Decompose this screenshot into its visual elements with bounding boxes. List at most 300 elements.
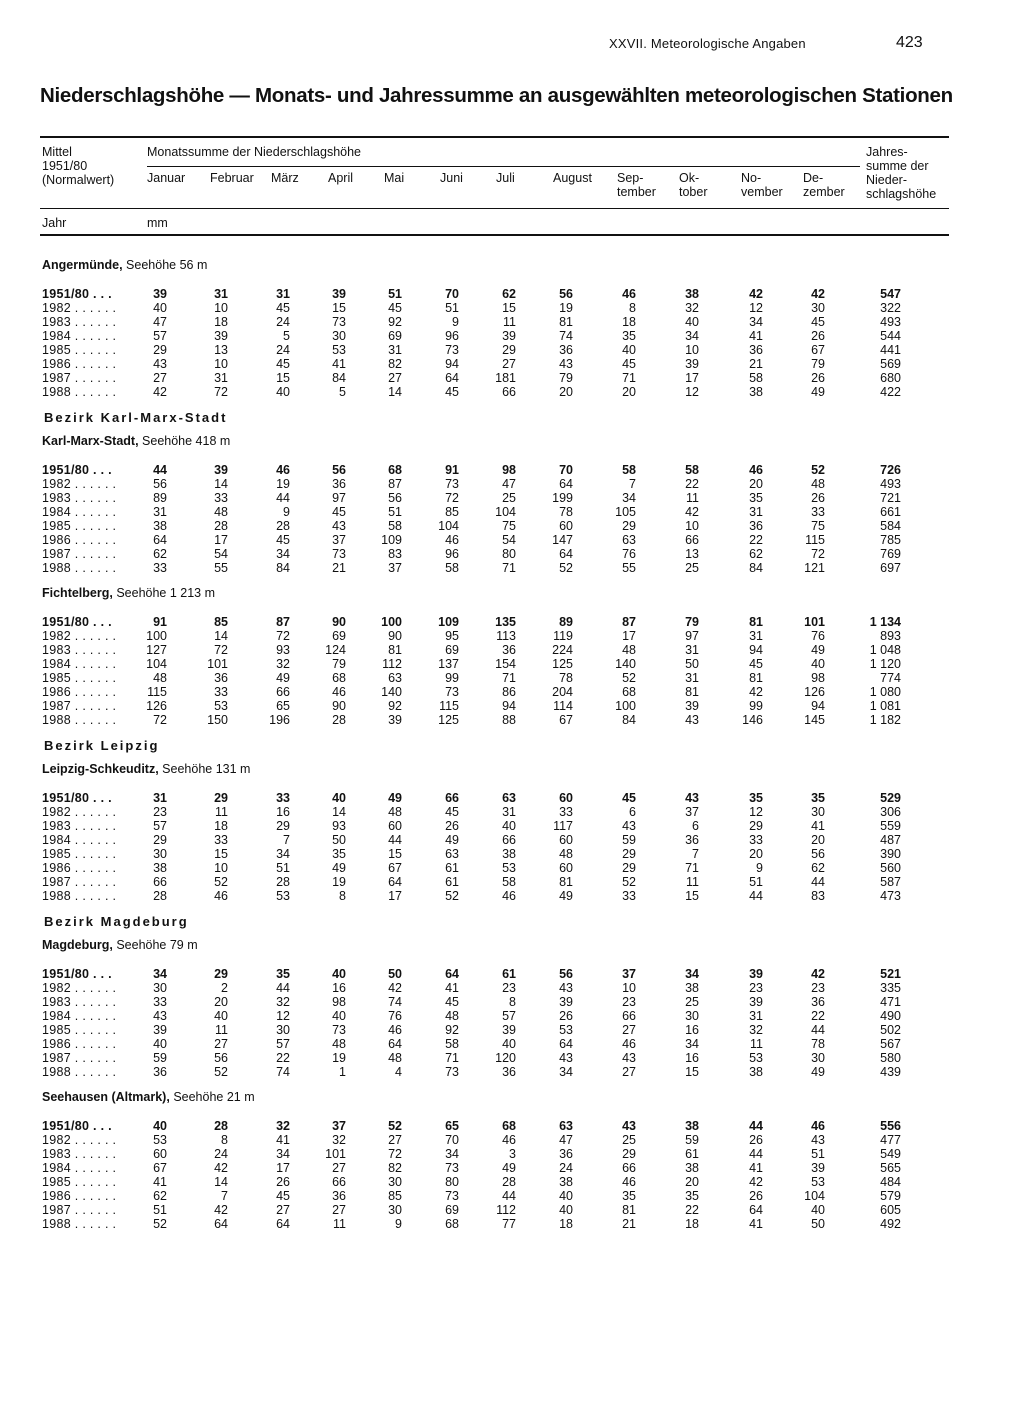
- month-value-cell: 84: [332, 371, 346, 385]
- year-cell: 1986 . . . . . .: [42, 357, 117, 371]
- month-value-cell: 64: [749, 1203, 763, 1217]
- month-value-cell: 61: [685, 1147, 699, 1161]
- month-value-cell: 66: [622, 1161, 636, 1175]
- table-row: [0, 1175, 1024, 1189]
- month-value-cell: 79: [685, 615, 699, 629]
- month-value-cell: 36: [502, 1065, 516, 1079]
- month-value-cell: 126: [804, 685, 825, 699]
- month-value-cell: 32: [276, 657, 290, 671]
- table-row: [0, 519, 1024, 533]
- month-value-cell: 14: [214, 629, 228, 643]
- table-row: [0, 1119, 1024, 1133]
- month-value-cell: 40: [685, 315, 699, 329]
- month-value-cell: 33: [214, 833, 228, 847]
- month-value-cell: 125: [438, 713, 459, 727]
- month-value-cell: 93: [332, 819, 346, 833]
- month-value-cell: 28: [276, 875, 290, 889]
- month-value-cell: 47: [559, 1133, 573, 1147]
- month-value-cell: 49: [811, 643, 825, 657]
- month-value-cell: 4: [395, 1065, 402, 1079]
- month-value-cell: 40: [622, 343, 636, 357]
- month-value-cell: 100: [381, 615, 402, 629]
- table-row: [0, 1203, 1024, 1217]
- table-row: [0, 357, 1024, 371]
- month-value-cell: 20: [811, 833, 825, 847]
- month-value-cell: 46: [622, 1037, 636, 1051]
- year-cell: 1985 . . . . . .: [42, 847, 117, 861]
- month-value-cell: 46: [445, 533, 459, 547]
- month-value-cell: 23: [811, 981, 825, 995]
- month-value-cell: 61: [502, 967, 516, 981]
- month-value-cell: 26: [749, 1189, 763, 1203]
- month-value-cell: 48: [811, 477, 825, 491]
- month-value-cell: 62: [811, 861, 825, 875]
- annual-sum-cell: 587: [880, 875, 901, 889]
- month-value-cell: 46: [388, 1023, 402, 1037]
- month-value-cell: 8: [629, 301, 636, 315]
- month-value-cell: 38: [685, 1161, 699, 1175]
- month-header: März: [271, 171, 299, 185]
- month-value-cell: 33: [214, 491, 228, 505]
- month-value-cell: 29: [153, 833, 167, 847]
- month-value-cell: 14: [388, 385, 402, 399]
- annual-sum-cell: 697: [880, 561, 901, 575]
- annual-sum-cell: 484: [880, 1175, 901, 1189]
- month-value-cell: 42: [811, 287, 825, 301]
- month-value-cell: 28: [332, 713, 346, 727]
- month-value-cell: 9: [756, 861, 763, 875]
- month-value-cell: 117: [553, 819, 573, 833]
- month-value-cell: 39: [685, 699, 699, 713]
- month-value-cell: 27: [622, 1023, 636, 1037]
- month-value-cell: 57: [153, 329, 167, 343]
- bezirk-heading: Bezirk Karl-Marx-Stadt: [44, 410, 228, 425]
- month-value-cell: 59: [685, 1133, 699, 1147]
- month-value-cell: 33: [153, 995, 167, 1009]
- month-value-cell: 67: [559, 713, 573, 727]
- month-value-cell: 58: [445, 561, 459, 575]
- month-value-cell: 23: [153, 805, 167, 819]
- month-value-cell: 67: [388, 861, 402, 875]
- station-heading: [0, 583, 1024, 605]
- month-value-cell: 39: [153, 1023, 167, 1037]
- month-value-cell: 63: [559, 1119, 573, 1133]
- month-value-cell: 19: [559, 301, 573, 315]
- month-value-cell: 69: [445, 1203, 459, 1217]
- month-value-cell: 50: [685, 657, 699, 671]
- month-value-cell: 81: [749, 671, 763, 685]
- annual-sum-cell: 1 134: [869, 615, 901, 629]
- station-name: Seehausen (Altmark),: [42, 1090, 170, 1104]
- month-value-cell: 41: [749, 1217, 763, 1231]
- year-cell: 1983 . . . . . .: [42, 995, 117, 1009]
- month-value-cell: 27: [332, 1203, 346, 1217]
- month-value-cell: 39: [749, 995, 763, 1009]
- month-value-cell: 14: [214, 477, 228, 491]
- month-value-cell: 60: [153, 1147, 167, 1161]
- month-value-cell: 66: [685, 533, 699, 547]
- month-value-cell: 56: [332, 463, 346, 477]
- month-value-cell: 26: [811, 491, 825, 505]
- month-value-cell: 37: [622, 967, 636, 981]
- year-cell: 1983 . . . . . .: [42, 643, 117, 657]
- spacer: [0, 781, 1024, 791]
- month-value-cell: 22: [749, 533, 763, 547]
- month-value-cell: 12: [749, 805, 763, 819]
- year-cell: 1986 . . . . . .: [42, 533, 117, 547]
- month-value-cell: 85: [214, 615, 228, 629]
- month-value-cell: 48: [445, 1009, 459, 1023]
- month-value-cell: 15: [685, 1065, 699, 1079]
- station-heading: [0, 431, 1024, 453]
- month-value-cell: 39: [388, 713, 402, 727]
- month-value-cell: 40: [502, 819, 516, 833]
- month-value-cell: 19: [332, 1051, 346, 1065]
- month-value-cell: 11: [686, 875, 699, 889]
- month-value-cell: 109: [381, 533, 402, 547]
- month-value-cell: 29: [214, 967, 228, 981]
- annual-sum-cell: 1 182: [869, 713, 901, 727]
- month-value-cell: 76: [622, 547, 636, 561]
- month-value-cell: 73: [332, 547, 346, 561]
- month-value-cell: 40: [332, 791, 346, 805]
- month-value-cell: 36: [685, 833, 699, 847]
- month-value-cell: 101: [804, 615, 825, 629]
- spacer: [0, 453, 1024, 463]
- month-value-cell: 44: [749, 889, 763, 903]
- table-row: [0, 699, 1024, 713]
- year-cell: 1951/80 . . .: [42, 287, 112, 301]
- month-value-cell: 42: [214, 1203, 228, 1217]
- year-cell: 1985 . . . . . .: [42, 519, 117, 533]
- month-value-cell: 96: [445, 547, 459, 561]
- month-value-cell: 62: [153, 1189, 167, 1203]
- month-value-cell: 6: [692, 819, 699, 833]
- month-value-cell: 86: [502, 685, 516, 699]
- month-value-cell: 31: [749, 1009, 763, 1023]
- month-value-cell: 114: [553, 699, 573, 713]
- month-value-cell: 45: [811, 315, 825, 329]
- month-value-cell: 46: [622, 287, 636, 301]
- month-value-cell: 37: [388, 561, 402, 575]
- annual-sum-cell: 473: [880, 889, 901, 903]
- table-row: [0, 629, 1024, 643]
- month-value-cell: 14: [214, 1175, 228, 1189]
- month-value-cell: 24: [276, 343, 290, 357]
- month-value-cell: 121: [804, 561, 825, 575]
- month-value-cell: 45: [445, 385, 459, 399]
- month-value-cell: 42: [685, 505, 699, 519]
- month-value-cell: 101: [207, 657, 228, 671]
- header-stub: Mittel 1951/80 (Normalwert): [42, 145, 115, 187]
- year-cell: 1987 . . . . . .: [42, 547, 117, 561]
- month-value-cell: 52: [622, 875, 636, 889]
- month-value-cell: 80: [445, 1175, 459, 1189]
- month-value-cell: 48: [622, 643, 636, 657]
- month-value-cell: 27: [388, 371, 402, 385]
- annual-sum-cell: 579: [880, 1189, 901, 1203]
- month-value-cell: 38: [749, 1065, 763, 1079]
- month-value-cell: 57: [153, 819, 167, 833]
- month-value-cell: 104: [146, 657, 167, 671]
- month-value-cell: 46: [332, 685, 346, 699]
- month-value-cell: 13: [685, 547, 699, 561]
- table-row: [0, 657, 1024, 671]
- year-cell: 1982 . . . . . .: [42, 629, 117, 643]
- month-value-cell: 49: [811, 385, 825, 399]
- month-value-cell: 93: [276, 643, 290, 657]
- table-row: [0, 861, 1024, 875]
- month-header: No- vember: [741, 171, 783, 199]
- month-value-cell: 53: [153, 1133, 167, 1147]
- month-value-cell: 15: [332, 301, 346, 315]
- month-value-cell: 1: [339, 1065, 346, 1079]
- month-value-cell: 28: [153, 889, 167, 903]
- month-value-cell: 90: [388, 629, 402, 643]
- year-cell: 1985 . . . . . .: [42, 343, 117, 357]
- month-value-cell: 17: [622, 629, 636, 643]
- month-value-cell: 68: [388, 463, 402, 477]
- month-value-cell: 43: [559, 981, 573, 995]
- month-value-cell: 10: [214, 301, 228, 315]
- year-cell: 1988 . . . . . .: [42, 1217, 117, 1231]
- spacer: [0, 399, 1024, 407]
- table-row: [0, 685, 1024, 699]
- month-value-cell: 17: [214, 533, 228, 547]
- month-value-cell: 55: [214, 561, 228, 575]
- spacer: [0, 1079, 1024, 1087]
- month-value-cell: 51: [445, 301, 459, 315]
- month-value-cell: 67: [153, 1161, 167, 1175]
- month-value-cell: 38: [559, 1175, 573, 1189]
- table-row: [0, 301, 1024, 315]
- month-value-cell: 18: [214, 315, 228, 329]
- month-value-cell: 28: [214, 519, 228, 533]
- month-value-cell: 104: [804, 1189, 825, 1203]
- month-header: Januar: [147, 171, 186, 185]
- month-value-cell: 100: [615, 699, 636, 713]
- month-value-cell: 56: [811, 847, 825, 861]
- month-value-cell: 96: [445, 329, 459, 343]
- month-value-cell: 61: [445, 861, 459, 875]
- annual-sum-cell: 1 080: [869, 685, 901, 699]
- month-value-cell: 30: [388, 1175, 402, 1189]
- month-value-cell: 31: [214, 287, 228, 301]
- month-value-cell: 42: [214, 1161, 228, 1175]
- table-row: [0, 547, 1024, 561]
- annual-sum-cell: 529: [880, 791, 901, 805]
- month-value-cell: 29: [622, 519, 636, 533]
- year-cell: 1988 . . . . . .: [42, 561, 117, 575]
- unit-label: mm: [147, 216, 168, 230]
- year-cell: 1983 . . . . . .: [42, 1147, 117, 1161]
- month-value-cell: 42: [388, 981, 402, 995]
- year-cell: 1984 . . . . . .: [42, 1009, 117, 1023]
- annual-sum-cell: 1 120: [869, 657, 901, 671]
- year-cell: 1984 . . . . . .: [42, 505, 117, 519]
- annual-sum-cell: 1 048: [869, 643, 901, 657]
- annual-sum-cell: 322: [880, 301, 901, 315]
- month-value-cell: 68: [332, 671, 346, 685]
- month-value-cell: 40: [153, 301, 167, 315]
- month-value-cell: 34: [445, 1147, 459, 1161]
- month-value-cell: 30: [811, 805, 825, 819]
- month-value-cell: 20: [749, 847, 763, 861]
- month-value-cell: 16: [685, 1051, 699, 1065]
- month-value-cell: 57: [502, 1009, 516, 1023]
- month-value-cell: 33: [749, 833, 763, 847]
- station-name: Fichtelberg,: [42, 586, 113, 600]
- table-row: [0, 1217, 1024, 1231]
- annual-sum-cell: 567: [880, 1037, 901, 1051]
- table-row: [0, 791, 1024, 805]
- month-value-cell: 43: [559, 357, 573, 371]
- month-value-cell: 73: [445, 477, 459, 491]
- month-value-cell: 20: [622, 385, 636, 399]
- month-value-cell: 20: [685, 1175, 699, 1189]
- month-value-cell: 70: [559, 463, 573, 477]
- year-cell: 1951/80 . . .: [42, 791, 112, 805]
- month-value-cell: 42: [811, 967, 825, 981]
- month-value-cell: 74: [388, 995, 402, 1009]
- month-value-cell: 42: [749, 1175, 763, 1189]
- month-value-cell: 66: [276, 685, 290, 699]
- month-value-cell: 76: [388, 1009, 402, 1023]
- month-value-cell: 87: [388, 477, 402, 491]
- month-value-cell: 10: [685, 519, 699, 533]
- month-value-cell: 66: [153, 875, 167, 889]
- month-value-cell: 35: [749, 491, 763, 505]
- header-month-group: Monatssumme der Niederschlagshöhe: [147, 145, 361, 159]
- month-value-cell: 60: [559, 519, 573, 533]
- table-row: [0, 1189, 1024, 1203]
- month-value-cell: 33: [153, 561, 167, 575]
- month-value-cell: 51: [153, 1203, 167, 1217]
- table-row: [0, 1161, 1024, 1175]
- month-value-cell: 66: [502, 385, 516, 399]
- month-value-cell: 95: [445, 629, 459, 643]
- year-cell: 1986 . . . . . .: [42, 1189, 117, 1203]
- month-value-cell: 41: [811, 819, 825, 833]
- month-value-cell: 24: [214, 1147, 228, 1161]
- table-row: [0, 533, 1024, 547]
- year-cell: 1988 . . . . . .: [42, 1065, 117, 1079]
- annual-sum-cell: 565: [880, 1161, 901, 1175]
- month-value-cell: 62: [153, 547, 167, 561]
- month-value-cell: 49: [332, 861, 346, 875]
- table-row: [0, 875, 1024, 889]
- month-value-cell: 64: [388, 1037, 402, 1051]
- month-value-cell: 46: [622, 1175, 636, 1189]
- annual-sum-cell: 441: [880, 343, 901, 357]
- month-value-cell: 73: [445, 1189, 459, 1203]
- month-value-cell: 69: [445, 643, 459, 657]
- month-value-cell: 51: [749, 875, 763, 889]
- running-head: XXVII. Meteorologische Angaben: [609, 36, 806, 51]
- month-value-cell: 38: [502, 847, 516, 861]
- month-value-cell: 30: [153, 981, 167, 995]
- month-value-cell: 42: [153, 385, 167, 399]
- month-value-cell: 39: [685, 357, 699, 371]
- month-value-cell: 64: [559, 547, 573, 561]
- month-value-cell: 60: [388, 819, 402, 833]
- month-value-cell: 49: [502, 1161, 516, 1175]
- month-value-cell: 5: [283, 329, 290, 343]
- month-value-cell: 32: [332, 1133, 346, 1147]
- month-value-cell: 68: [445, 1217, 459, 1231]
- month-value-cell: 49: [811, 1065, 825, 1079]
- month-value-cell: 41: [749, 329, 763, 343]
- month-value-cell: 36: [749, 519, 763, 533]
- annual-sum-cell: 893: [880, 629, 901, 643]
- month-value-cell: 31: [214, 371, 228, 385]
- month-value-cell: 36: [559, 343, 573, 357]
- month-value-cell: 56: [559, 287, 573, 301]
- spacer: [0, 575, 1024, 583]
- month-value-cell: 77: [502, 1217, 516, 1231]
- station-heading: [0, 759, 1024, 781]
- month-value-cell: 94: [445, 357, 459, 371]
- month-value-cell: 37: [332, 533, 346, 547]
- month-value-cell: 35: [811, 791, 825, 805]
- month-value-cell: 20: [749, 477, 763, 491]
- month-value-cell: 64: [388, 875, 402, 889]
- annual-sum-cell: 547: [880, 287, 901, 301]
- month-value-cell: 42: [749, 287, 763, 301]
- month-value-cell: 37: [332, 1119, 346, 1133]
- spacer: [0, 1231, 1024, 1239]
- station-altitude: Seehöhe 131 m: [162, 762, 251, 776]
- month-value-cell: 43: [332, 519, 346, 533]
- annual-sum-cell: 726: [880, 463, 901, 477]
- month-value-cell: 50: [332, 833, 346, 847]
- month-value-cell: 26: [445, 819, 459, 833]
- month-value-cell: 112: [382, 657, 402, 671]
- month-value-cell: 20: [559, 385, 573, 399]
- month-value-cell: 29: [622, 1147, 636, 1161]
- table-row: [0, 981, 1024, 995]
- month-value-cell: 45: [276, 1189, 290, 1203]
- month-value-cell: 12: [276, 1009, 290, 1023]
- month-value-cell: 115: [805, 533, 825, 547]
- year-cell: 1984 . . . . . .: [42, 833, 117, 847]
- month-value-cell: 46: [276, 463, 290, 477]
- month-value-cell: 30: [811, 301, 825, 315]
- month-value-cell: 22: [685, 477, 699, 491]
- month-value-cell: 46: [214, 889, 228, 903]
- month-value-cell: 68: [622, 685, 636, 699]
- year-cell: 1984 . . . . . .: [42, 1161, 117, 1175]
- month-value-cell: 146: [742, 713, 763, 727]
- month-value-cell: 34: [685, 329, 699, 343]
- month-value-cell: 65: [276, 699, 290, 713]
- month-value-cell: 44: [749, 1147, 763, 1161]
- month-value-cell: 78: [559, 505, 573, 519]
- year-cell: 1951/80 . . .: [42, 1119, 112, 1133]
- month-value-cell: 181: [495, 371, 516, 385]
- month-value-cell: 147: [552, 533, 573, 547]
- month-value-cell: 27: [214, 1037, 228, 1051]
- month-value-cell: 35: [332, 847, 346, 861]
- month-value-cell: 11: [750, 1037, 763, 1051]
- month-value-cell: 40: [559, 1189, 573, 1203]
- month-value-cell: 140: [615, 657, 636, 671]
- annual-sum-cell: 390: [880, 847, 901, 861]
- month-value-cell: 74: [559, 329, 573, 343]
- month-value-cell: 140: [381, 685, 402, 699]
- month-value-cell: 38: [153, 861, 167, 875]
- month-value-cell: 104: [495, 505, 516, 519]
